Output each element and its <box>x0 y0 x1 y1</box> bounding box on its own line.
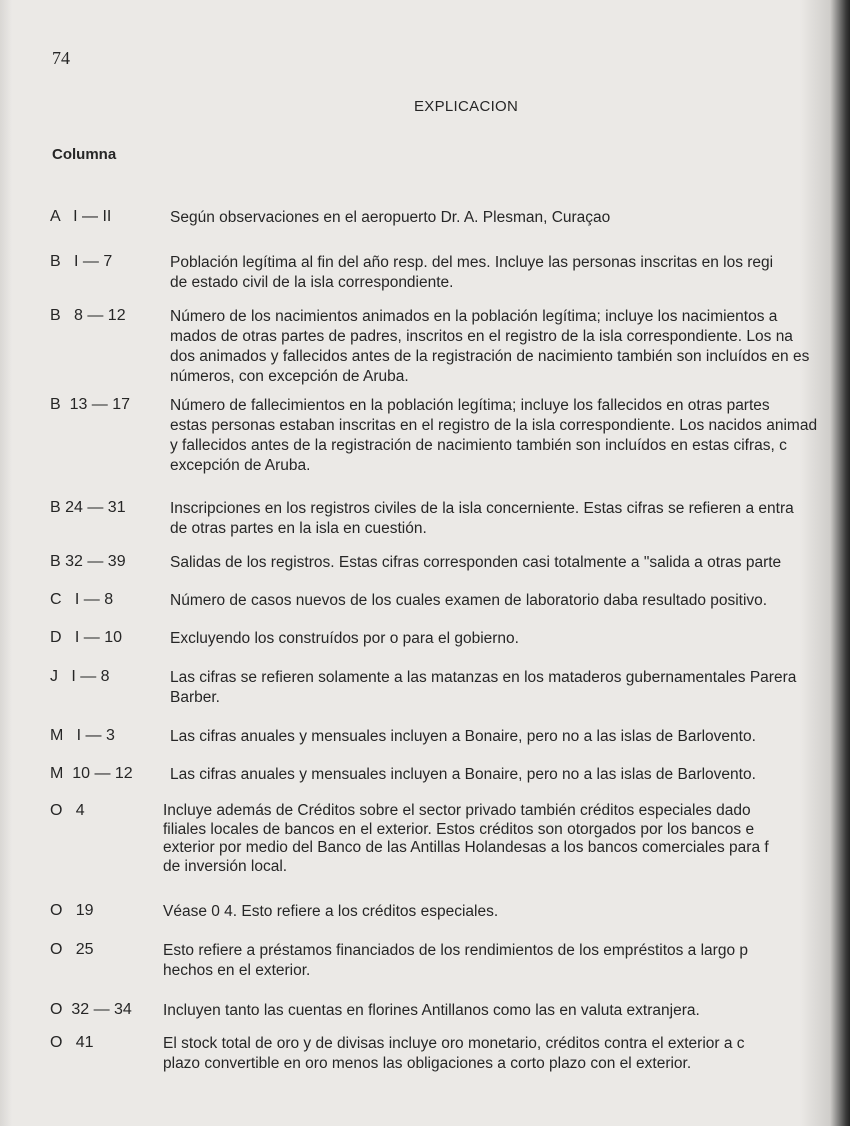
entry-text-line: excepción de Aruba. <box>170 457 311 474</box>
entry-text-line: de inversión local. <box>163 857 288 875</box>
entry-text-line: Incluyen tanto las cuentas en florines Antillanos como las en valuta extranjera. <box>163 1002 700 1019</box>
entry-text-line: Excluyendo los construídos por o para el gobierno. <box>170 630 519 647</box>
entry-code: B 13 — 17 <box>50 396 131 413</box>
entry-code: B I — 7 <box>50 253 113 270</box>
entry-code: J I — 8 <box>50 668 110 685</box>
entry-text-line: mados de otras partes de padres, inscritos en el registro de la isla correspondiente. Los na <box>170 328 793 345</box>
entry-text-line: Esto refiere a préstamos financiados de los rendimientos de los empréstitos a largo p <box>163 942 748 959</box>
entry-text-line: Número de casos nuevos de los cuales examen de laboratorio daba resultado positivo. <box>170 592 768 609</box>
entry-code: D I — 10 <box>50 629 123 646</box>
entry-code: A I — II <box>50 208 112 225</box>
entry-text-line: El stock total de oro y de divisas incluye oro monetario, créditos contra el exterior a c <box>163 1035 745 1052</box>
entry-code: M 10 — 12 <box>50 765 133 782</box>
entry-text <box>170 668 850 708</box>
entry-text <box>170 253 850 293</box>
page-number: 74 <box>52 48 70 68</box>
entry-text-line: Número de los nacimientos animados en la población legítima; incluye los nacimientos a <box>170 308 778 325</box>
entry-text-line: Número de fallecimientos en la población legítima; incluye los fallecidos en otras partes <box>170 397 770 414</box>
entry-text-line: filiales locales de bancos en el exterior. Estos créditos son otorgados por los bancos e <box>163 820 755 838</box>
entry-text <box>170 553 850 573</box>
entry-code: B 8 — 12 <box>50 307 126 324</box>
column-heading: Columna <box>52 146 117 163</box>
entry-text <box>163 802 843 876</box>
entry-text-line: Las cifras anuales y mensuales incluyen a Bonaire, pero no a las islas de Barlovento. <box>170 766 756 783</box>
entry-text-line: y fallecidos antes de la registración de nacimiento también son incluídos en estas cifras, c <box>170 437 787 454</box>
page-title: EXPLICACION <box>414 98 519 115</box>
entry-code: O 25 <box>50 941 94 958</box>
entry-code: O 19 <box>50 902 94 919</box>
entry-text-line: Incluye además de Créditos sobre el sector privado también créditos especiales dado <box>163 802 751 819</box>
entry-text <box>170 765 850 785</box>
entry-text <box>170 208 850 228</box>
entry-text-line: Las cifras se refieren solamente a las matanzas en los mataderos gubernamentales Parera <box>170 669 797 686</box>
entry-text-line: Las cifras anuales y mensuales incluyen a Bonaire, pero no a las islas de Barlovento. <box>170 728 756 745</box>
entry-code: B 24 — 31 <box>50 499 126 516</box>
entry-text-line: Según observaciones en el aeropuerto Dr. A. Plesman, Curaçao <box>170 209 611 226</box>
entry-text-line: estas personas estaban inscritas en el registro de la isla correspondiente. Los nacidos animad <box>170 417 818 434</box>
entry-code: O 4 <box>50 802 85 819</box>
entry-text-line: Salidas de los registros. Estas cifras corresponden casi totalmente a "salida a otras parte <box>170 554 782 571</box>
entry-text <box>163 1034 843 1074</box>
entry-text-line: Población legítima al fin del año resp. del mes. Incluye las personas inscritas en los regi <box>170 254 774 271</box>
entry-text-line: de estado civil de la isla correspondiente. <box>170 274 454 291</box>
entry-text <box>163 1001 843 1021</box>
entry-code: M I — 3 <box>50 727 115 744</box>
entry-text <box>170 629 850 649</box>
entry-text <box>170 499 850 539</box>
entry-code: B 32 — 39 <box>50 553 126 570</box>
entry-code: O 32 — 34 <box>50 1001 132 1018</box>
entry-text-line: exterior por medio del Banco de las Antillas Holandesas a los bancos comerciales para f <box>163 839 769 856</box>
entry-text <box>170 307 850 387</box>
entry-text-line: hechos en el exterior. <box>163 962 311 979</box>
entry-text <box>163 902 843 922</box>
entry-text-line: de otras partes en la isla en cuestión. <box>170 520 427 537</box>
entry-text <box>170 396 850 476</box>
entry-text <box>163 941 843 981</box>
entry-text-line: plazo convertible en oro menos las obligaciones a corto plazo con el exterior. <box>163 1055 692 1072</box>
entry-text <box>170 727 850 747</box>
entry-text <box>170 591 850 611</box>
entry-code: O 41 <box>50 1034 94 1051</box>
entry-text-line: Barber. <box>170 689 220 706</box>
entry-text-line: dos animados y fallecidos antes de la registración de nacimiento también son incluídos en es <box>170 348 810 365</box>
entry-text-line: Inscripciones en los registros civiles de la isla concerniente. Estas cifras se refieren a entra <box>170 500 794 517</box>
entry-code: C I — 8 <box>50 591 114 608</box>
entry-text-line: Véase 0 4. Esto refiere a los créditos especiales. <box>163 903 499 920</box>
entry-text-line: números, con excepción de Aruba. <box>170 368 409 385</box>
